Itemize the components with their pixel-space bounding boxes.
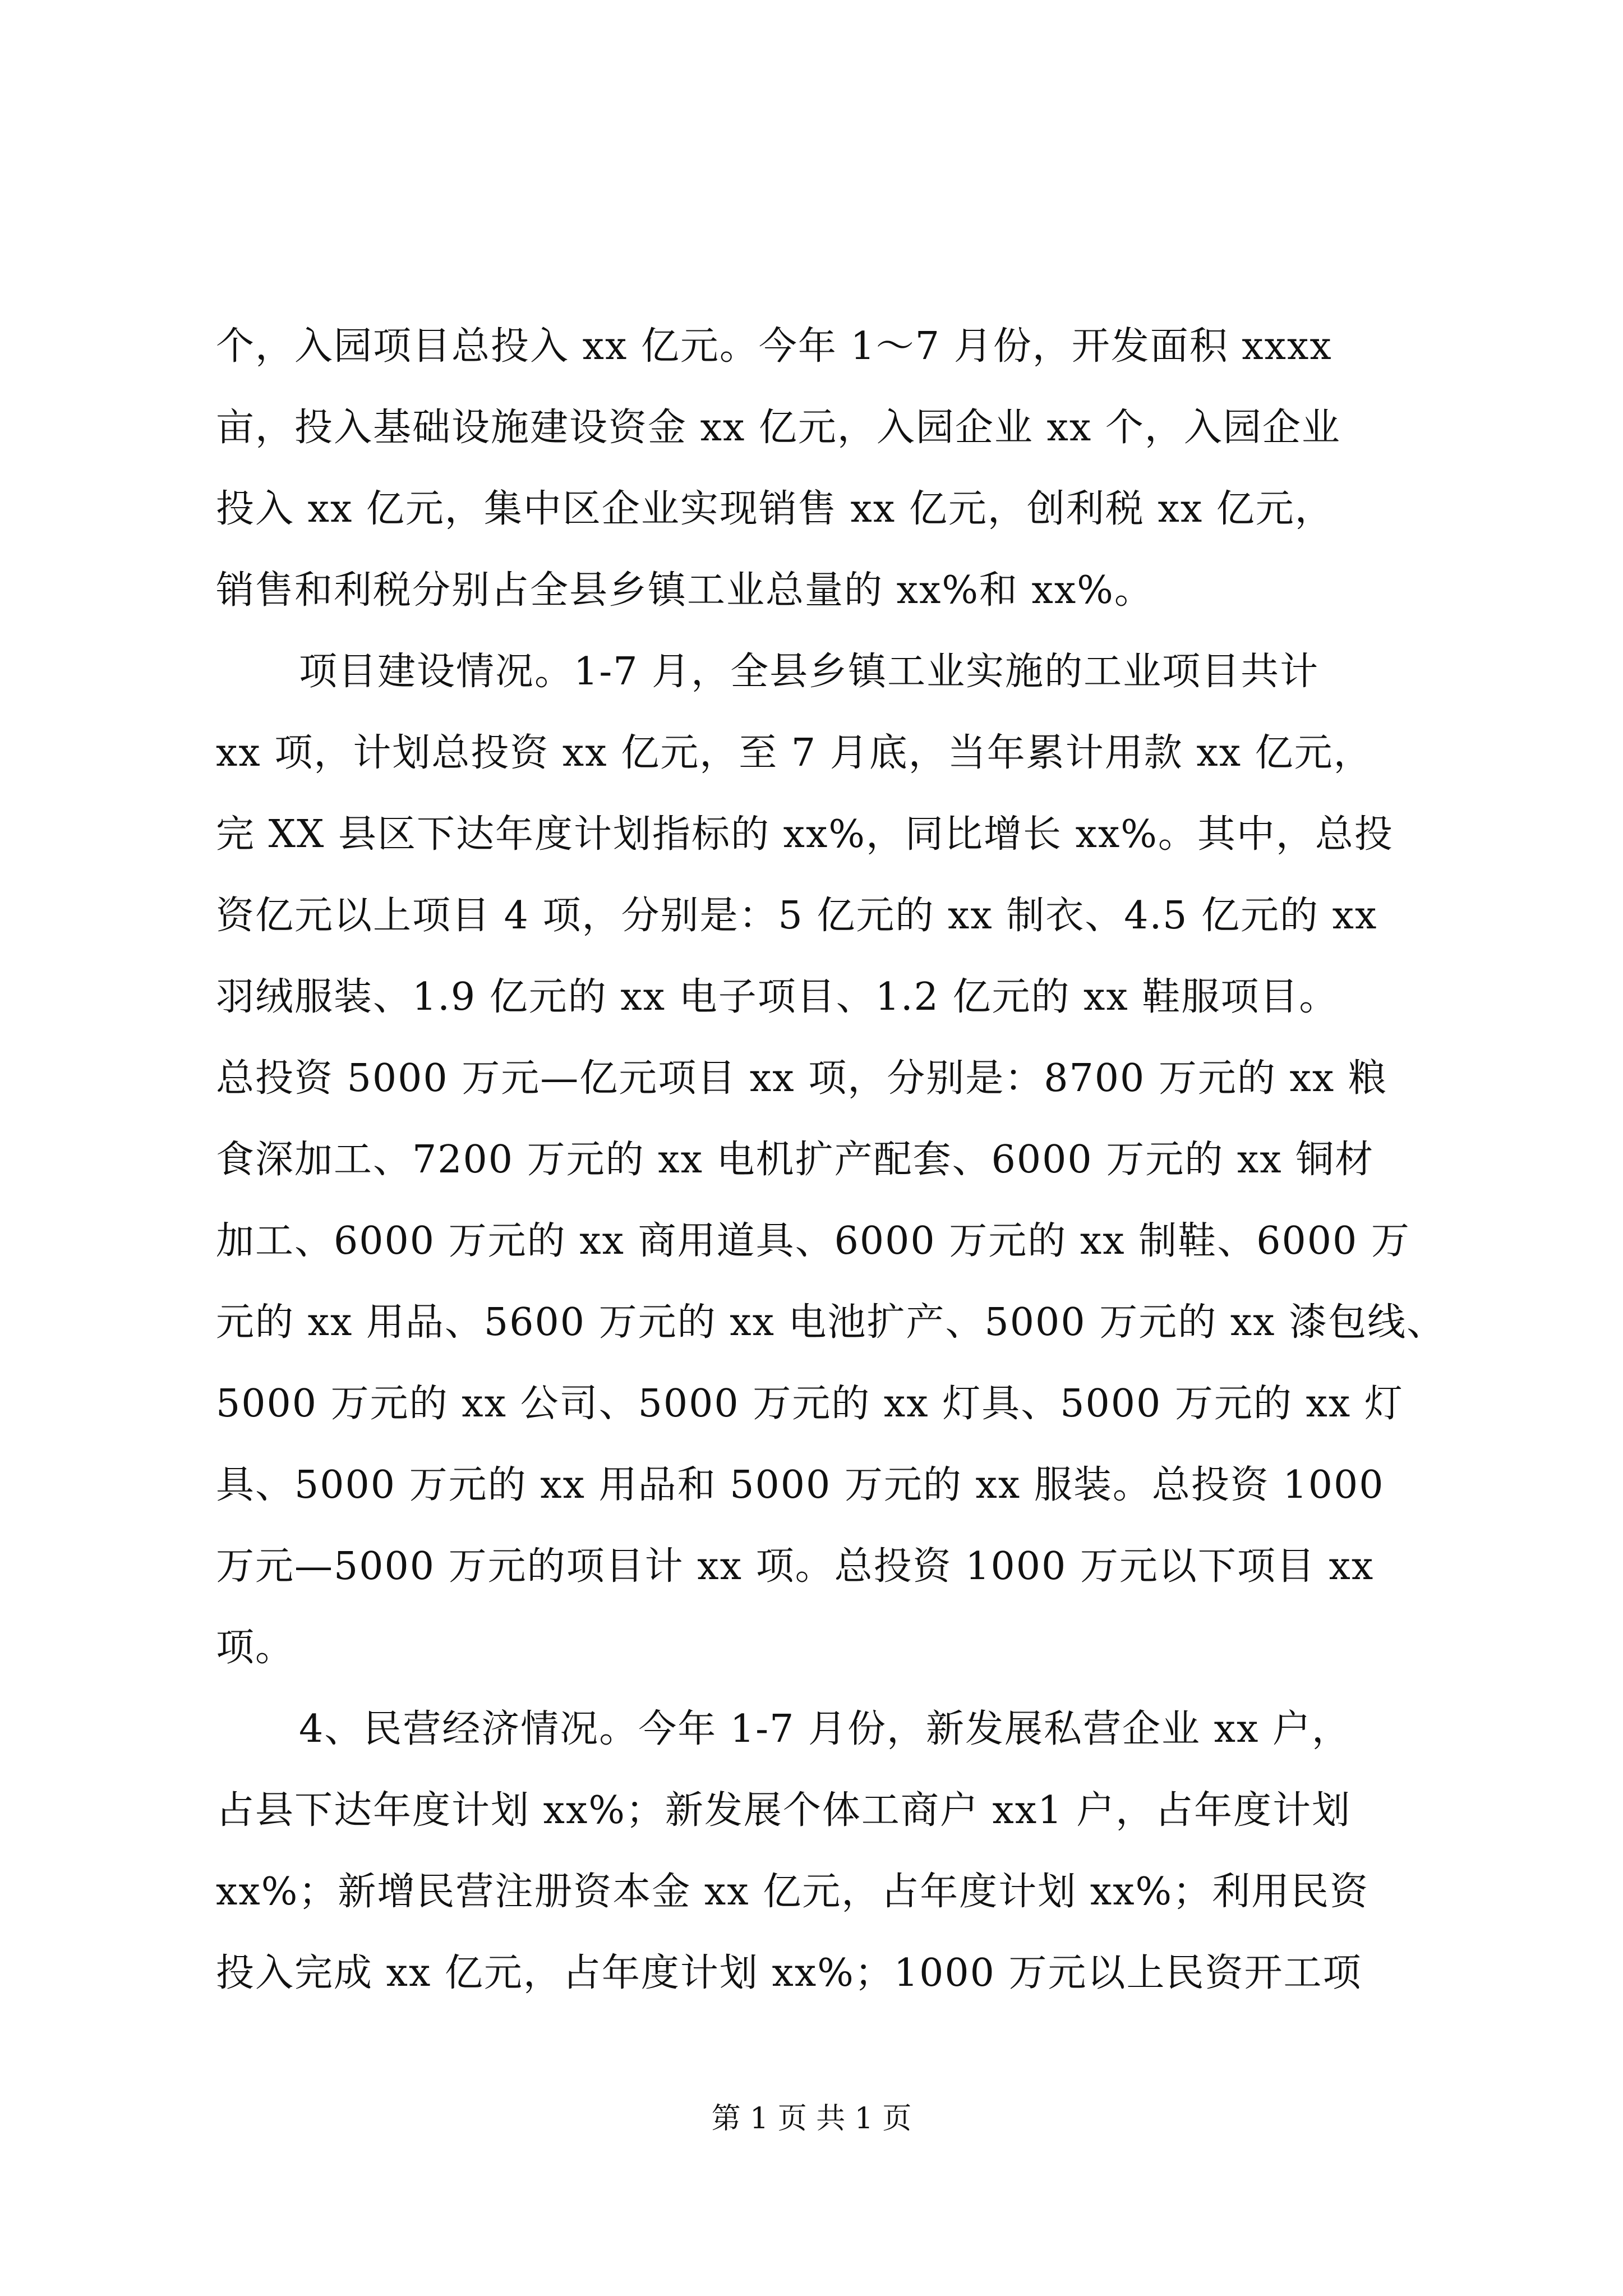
- text-line: 资亿元以上项目 4 项，分别是：5 亿元的 xx 制衣、4.5 亿元的 xx: [216, 894, 1378, 938]
- text-line: 亩，投入基础设施建设资金 xx 亿元，入园企业 xx 个，入园企业: [216, 406, 1341, 450]
- text-line: 个，入园项目总投入 xx 亿元。今年 1～7 月份，开发面积 xxxx: [216, 324, 1332, 369]
- paragraph-start-line: 项目建设情况。1-7 月，全县乡镇工业实施的工业项目共计: [299, 650, 1320, 694]
- text-line: xx%；新增民营注册资本金 xx 亿元，占年度计划 xx%；利用民资: [216, 1870, 1370, 1914]
- text-line: 万元—5000 万元的项目计 xx 项。总投资 1000 万元以下项目 xx: [216, 1544, 1375, 1589]
- text-line: 5000 万元的 xx 公司、5000 万元的 xx 灯具、5000 万元的 xx 灯: [216, 1382, 1404, 1426]
- document-body: [216, 306, 1446, 2014]
- page-footer: [0, 2099, 1623, 2138]
- text-line: 总投资 5000 万元—亿元项目 xx 项，分别是：8700 万元的 xx 粮: [216, 1056, 1387, 1101]
- text-line: 食深加工、7200 万元的 xx 电机扩产配套、6000 万元的 xx 铜材: [216, 1138, 1375, 1182]
- text-line: 占县下达年度计划 xx%；新发展个体工商户 xx1 户，占年度计划: [216, 1788, 1352, 1833]
- text-line: 羽绒服装、1.9 亿元的 xx 电子项目、1.2 亿元的 xx 鞋服项目。: [216, 975, 1339, 1019]
- text-line: 具、5000 万元的 xx 用品和 5000 万元的 xx 服装。总投资 1000: [216, 1463, 1385, 1507]
- paragraph-start-line: 4、民营经济情况。今年 1-7 月份，新发展私营企业 xx 户，: [299, 1707, 1351, 1751]
- text-line: 元的 xx 用品、5600 万元的 xx 电池扩产、5000 万元的 xx 漆包线、: [216, 1300, 1446, 1345]
- text-line: 销售和利税分别占全县乡镇工业总量的 xx%和 xx%。: [216, 568, 1154, 613]
- page-number: 第 1 页 共 1 页: [711, 2102, 912, 2136]
- text-line: 投入完成 xx 亿元，占年度计划 xx%；1000 万元以上民资开工项: [216, 1951, 1362, 1995]
- text-line: 项。: [216, 1626, 295, 1670]
- text-line: xx 项，计划总投资 xx 亿元，至 7 月底，当年累计用款 xx 亿元，: [216, 731, 1373, 775]
- text-line: 投入 xx 亿元，集中区企业实现销售 xx 亿元，创利税 xx 亿元，: [216, 487, 1334, 531]
- text-line: 完 XX 县区下达年度计划指标的 xx%，同比增长 xx%。其中，总投: [216, 812, 1394, 857]
- text-line: 加工、6000 万元的 xx 商用道具、6000 万元的 xx 制鞋、6000 万: [216, 1219, 1410, 1263]
